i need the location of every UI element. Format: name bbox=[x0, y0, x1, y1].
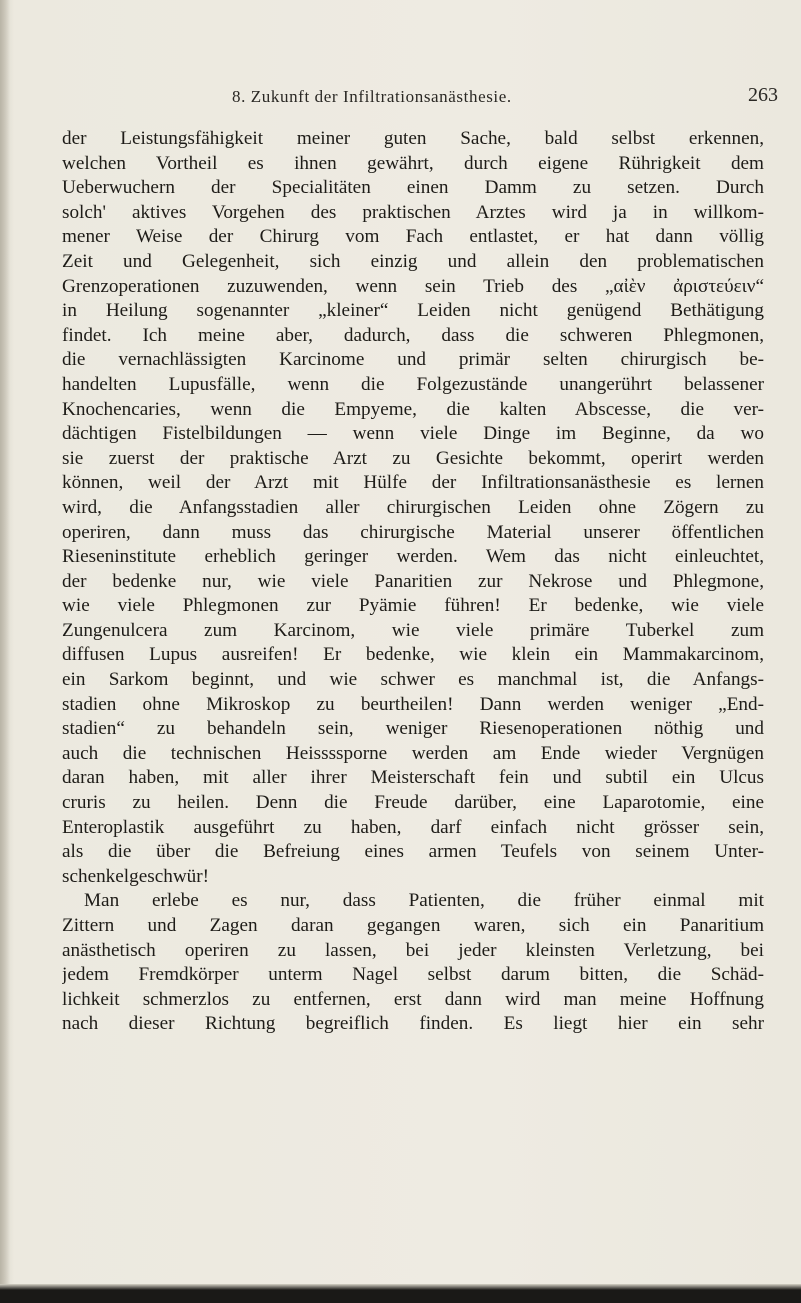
text-line: findet. Ich meine aber, dadurch, dass die schweren Phlegmonen, bbox=[62, 324, 764, 346]
text-line: welchen Vortheil es ihnen gewährt, durch eigene Rührigkeit dem bbox=[62, 152, 764, 174]
text-line: Knochencaries, wenn die Empyeme, die kalten Abscesse, die ver- bbox=[62, 398, 764, 420]
body-text bbox=[62, 127, 764, 1037]
page-number: 263 bbox=[748, 84, 778, 106]
text-line: sie zuerst der praktische Arzt zu Gesichte bekommt, operirt werden bbox=[62, 447, 764, 469]
text-line: lichkeit schmerzlos zu entfernen, erst dann wird man meine Hoffnung bbox=[62, 988, 764, 1010]
text-line: Enteroplastik ausgeführt zu haben, darf einfach nicht grösser sein, bbox=[62, 816, 764, 838]
text-line: in Heilung sogenannter „kleiner“ Leiden nicht genügend Bethätigung bbox=[62, 300, 764, 322]
text-line: cruris zu heilen. Denn die Freude darüber, eine Laparotomie, eine bbox=[62, 792, 764, 814]
text-line: Zungenulcera zum Karcinom, wie viele primäre Tuberkel zum bbox=[62, 619, 764, 641]
text-line: jedem Fremdkörper unterm Nagel selbst darum bitten, die Schäd- bbox=[62, 964, 764, 986]
text-line: anästhetisch operiren zu lassen, bei jeder kleinsten Verletzung, bei bbox=[62, 939, 764, 961]
text-line: auch die technischen Heissssporne werden am Ende wieder Vergnügen bbox=[62, 742, 764, 764]
text-line: der Leistungsfähigkeit meiner guten Sache, bald selbst erkennen, bbox=[62, 128, 764, 149]
text-line: solch' aktives Vorgehen des praktischen Arztes wird ja in willkom- bbox=[62, 201, 764, 223]
paragraph-start-line: Man erlebe es nur, dass Patienten, die früher einmal mit bbox=[84, 890, 764, 912]
text-line: als die über die Befreiung eines armen Teufels von seinem Unter- bbox=[62, 841, 764, 863]
running-title: 8. Zukunft der Infiltrationsanästhesie. bbox=[232, 87, 512, 106]
text-line: stadien“ zu behandeln sein, weniger Riesenoperationen nöthig und bbox=[62, 718, 764, 740]
text-line: die vernachlässigten Karcinome und primär selten chirurgisch be- bbox=[62, 349, 764, 371]
text-line: dächtigen Fistelbildungen — wenn viele Dinge im Beginne, da wo bbox=[62, 423, 764, 445]
text-line: Rieseninstitute erheblich geringer werden. Wem das nicht einleuchtet, bbox=[62, 546, 764, 568]
text-line: daran haben, mit aller ihrer Meisterschaft fein und subtil ein Ulcus bbox=[62, 767, 764, 789]
text-line: Zittern und Zagen daran gegangen waren, sich ein Panaritium bbox=[62, 915, 764, 936]
running-head bbox=[0, 82, 801, 112]
text-line: mener Weise der Chirurg vom Fach entlastet, er hat dann völlig bbox=[62, 226, 764, 248]
text-line: nach dieser Richtung begreiflich finden. Es liegt hier ein sehr bbox=[62, 1013, 764, 1035]
page-spine-shadow bbox=[0, 0, 10, 1303]
text-line: handelten Lupusfälle, wenn die Folgezustände unangerührt belassener bbox=[62, 373, 764, 395]
text-line: der bedenke nur, wie viele Panaritien zur Nekrose und Phlegmone, bbox=[62, 570, 764, 592]
text-line: stadien ohne Mikroskop zu beurtheilen! Dann werden weniger „End- bbox=[62, 693, 764, 715]
text-line: können, weil der Arzt mit Hülfe der Infiltrationsanästhesie es lernen bbox=[62, 472, 764, 494]
text-line: Ueberwuchern der Specialitäten einen Damm zu setzen. Durch bbox=[62, 177, 764, 199]
text-line: wird, die Anfangsstadien aller chirurgischen Leiden ohne Zögern zu bbox=[62, 496, 764, 518]
page-bottom-edge bbox=[0, 1284, 801, 1303]
text-line: wie viele Phlegmonen zur Pyämie führen! Er bedenke, wie viele bbox=[62, 595, 764, 617]
text-line: operiren, dann muss das chirurgische Material unserer öffentlichen bbox=[62, 521, 764, 543]
text-line: Zeit und Gelegenheit, sich einzig und allein den problematischen bbox=[62, 250, 764, 272]
paragraph-end-line: schenkelgeschwür! bbox=[62, 865, 210, 887]
text-line: ein Sarkom beginnt, und wie schwer es manchmal ist, die Anfangs- bbox=[62, 669, 764, 691]
text-line: diffusen Lupus ausreifen! Er bedenke, wie klein ein Mammakarcinom, bbox=[62, 644, 764, 666]
text-line: Grenzoperationen zuzuwenden, wenn sein Trieb des „αἰὲν ἀριστεύειν“ bbox=[62, 275, 764, 297]
